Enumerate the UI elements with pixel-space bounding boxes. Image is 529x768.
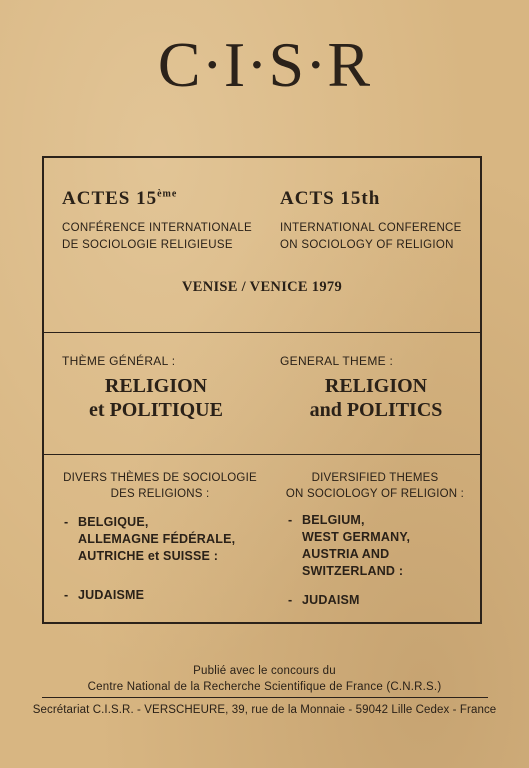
publisher-note-line1: Publié avec le concours du (193, 665, 336, 677)
publisher-note-line2: Centre National de la Recherche Scientifique de France (C.N.R.S.) (87, 681, 442, 693)
item-fr-1-line3: AUTRICHE et SUISSE : (78, 549, 219, 563)
cisr-logo: C·I·S·R (157, 29, 372, 100)
divider-1 (44, 332, 480, 333)
divider-2 (44, 454, 480, 455)
item-fr-1-line2: ALLEMAGNE FÉDÉRALE, (78, 532, 236, 546)
theme-label-en: GENERAL THEME : (280, 354, 394, 368)
diverse-themes-fr-line1: DIVERS THÈMES DE SOCIOLOGIE (63, 472, 257, 484)
conference-en-line2: ON SOCIOLOGY OF RELIGION (280, 239, 454, 251)
acts-title-fr-sup: ème (157, 188, 178, 200)
item-fr-1-line1: BELGIQUE, (78, 515, 149, 529)
theme-title-en-line2: and POLITICS (309, 399, 443, 421)
conference-en-line1: INTERNATIONAL CONFERENCE (280, 222, 462, 234)
theme-title-en (278, 374, 474, 422)
theme-title-fr-line2: et POLITIQUE (89, 399, 223, 421)
diverse-themes-heading-en (280, 470, 470, 502)
theme-title-fr (58, 374, 254, 422)
content-frame (42, 156, 482, 624)
item-en-2: JUDAISM (302, 593, 360, 607)
diverse-themes-fr-line2: DES RELIGIONS : (110, 488, 210, 500)
acts-title-fr-main: ACTES 15 (62, 188, 158, 209)
venue-year: VENISE / VENICE 1979 (181, 279, 343, 295)
list-item (288, 592, 478, 609)
list-item (64, 514, 264, 565)
diverse-themes-en-line2: ON SOCIOLOGY OF RELIGION : (285, 488, 465, 500)
item-en-1-line3: AUSTRIA AND (302, 547, 390, 561)
diverse-themes-heading-fr (60, 470, 260, 502)
acts-title-fr (62, 188, 177, 210)
list-item (64, 587, 264, 604)
theme-title-en-line1: RELIGION (324, 375, 428, 397)
theme-title-fr-line1: RELIGION (104, 375, 208, 397)
secretariat-address: Secrétariat C.I.S.R. - VERSCHEURE, 39, rue de la Monnaie - 59042 Lille Cedex - France (32, 704, 497, 716)
diverse-themes-en-line1: DIVERSIFIED THEMES (311, 472, 439, 484)
conference-fr-line1: CONFÉRENCE INTERNATIONALE (62, 222, 253, 234)
item-en-1-line4: SWITZERLAND : (302, 564, 404, 578)
themes-list-en (288, 512, 478, 609)
list-dash: - (64, 515, 69, 529)
publisher-note (0, 663, 529, 695)
list-dash: - (64, 588, 69, 602)
item-en-1-line1: BELGIUM, (302, 513, 365, 527)
acts-title-en: ACTS 15th (280, 188, 381, 209)
theme-label-fr: THÈME GÉNÉRAL : (62, 354, 176, 368)
list-dash: - (288, 513, 293, 527)
item-fr-2: JUDAISME (78, 588, 145, 602)
themes-list-fr (64, 514, 264, 604)
list-item (288, 512, 478, 580)
conference-fr-line2: DE SOCIOLOGIE RELIGIEUSE (62, 239, 233, 251)
footer-divider (42, 697, 488, 698)
item-en-1-line2: WEST GERMANY, (302, 530, 411, 544)
list-dash: - (288, 593, 293, 607)
